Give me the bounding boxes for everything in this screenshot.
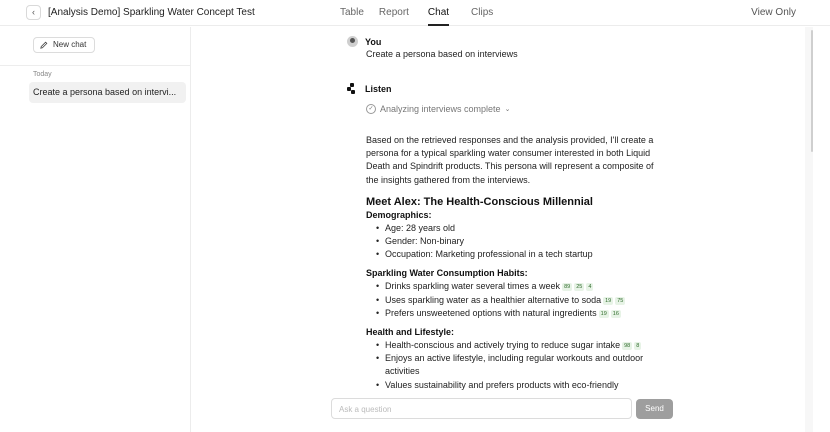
list-item: • Values sustainability and prefers products with eco-friendly: [376, 379, 666, 392]
citation-badge[interactable]: 16: [612, 310, 619, 317]
assistant-message-header: [347, 83, 392, 94]
tab-chat[interactable]: Chat: [428, 0, 449, 26]
sidebar-item-chat[interactable]: Create a persona based on intervi...: [29, 82, 186, 103]
section-heading: Demographics:: [366, 209, 432, 220]
user-name: You: [365, 36, 382, 47]
list-item: • Prefers unsweetened options with natural ingredients 19 16: [376, 307, 666, 320]
project-title: [Analysis Demo] Sparkling Water Concept Test: [48, 7, 255, 18]
list-item: • Uses sparkling water as a healthier alternative to soda 19 75: [376, 294, 666, 307]
sidebar-section-today: Today: [33, 71, 52, 78]
citation-badge[interactable]: 75: [617, 297, 624, 304]
user-message-header: [347, 36, 381, 47]
list-item: • Health-conscious and actively trying to reduce sugar intake 98 8: [376, 339, 666, 352]
sidebar-divider: [0, 65, 190, 66]
send-button[interactable]: Send: [636, 399, 673, 419]
chat-sidebar: [0, 27, 191, 432]
assistant-answer: [366, 134, 666, 392]
bullet-list: [366, 280, 666, 320]
list-item: • Drinks sparkling water several times a week 89 25 4: [376, 280, 666, 293]
chat-thread: [335, 27, 795, 397]
assistant-name: Listen: [365, 83, 392, 94]
analysis-status-toggle[interactable]: [366, 104, 510, 114]
section-heading: Sparkling Water Consumption Habits:: [366, 268, 528, 279]
section-heading: Health and Lifestyle:: [366, 327, 455, 338]
chevron-down-icon: ⌄: [504, 106, 511, 113]
top-bar: [0, 0, 830, 26]
citation-badge[interactable]: 8: [636, 343, 640, 350]
analysis-status-text: Analyzing interviews complete: [380, 104, 501, 114]
answer-intro: Based on the retrieved responses and the analysis provided, I'll create a persona for a typical sparkling water consumer interested in both Liquid Death and Spindrift products. This persona will represent a composite of the insights gathered from the interviews.: [366, 135, 654, 185]
citation-badge[interactable]: 19: [605, 297, 612, 304]
user-avatar: [347, 36, 358, 47]
pencil-icon: [40, 41, 48, 49]
list-item: • Enjoys an active lifestyle, including regular workouts and outdoor activities: [376, 352, 666, 378]
new-chat-button[interactable]: [33, 37, 95, 53]
new-chat-label: New chat: [53, 40, 87, 49]
tab-clips[interactable]: Clips: [471, 7, 494, 18]
view-only-label: View Only: [751, 7, 796, 18]
citation-badge[interactable]: 98: [624, 343, 631, 350]
listen-logo-icon: [347, 83, 358, 94]
user-message: Create a persona based on interviews: [366, 49, 518, 59]
citation-badge[interactable]: 4: [588, 284, 592, 291]
tab-table[interactable]: Table: [340, 7, 364, 18]
list-item: • Gender: Non-binary: [376, 235, 666, 248]
question-input-wrapper: [331, 398, 632, 419]
check-circle-icon: ✓: [366, 104, 376, 114]
back-button[interactable]: ‹: [26, 5, 41, 20]
question-input[interactable]: [332, 400, 631, 419]
list-item: • Occupation: Marketing professional in a tech startup: [376, 248, 666, 261]
tab-report[interactable]: Report: [378, 7, 409, 18]
citation-badge[interactable]: 19: [600, 310, 607, 317]
citation-badge[interactable]: 89: [564, 284, 571, 291]
bullet-list: [366, 339, 666, 392]
persona-heading: Meet Alex: The Health-Conscious Millennial: [366, 195, 593, 208]
citation-badge[interactable]: 25: [576, 284, 583, 291]
bullet-list: [366, 222, 666, 262]
view-tabs: [332, 0, 493, 26]
scrollbar-thumb[interactable]: [811, 30, 813, 152]
list-item: • Age: 28 years old: [376, 222, 666, 235]
